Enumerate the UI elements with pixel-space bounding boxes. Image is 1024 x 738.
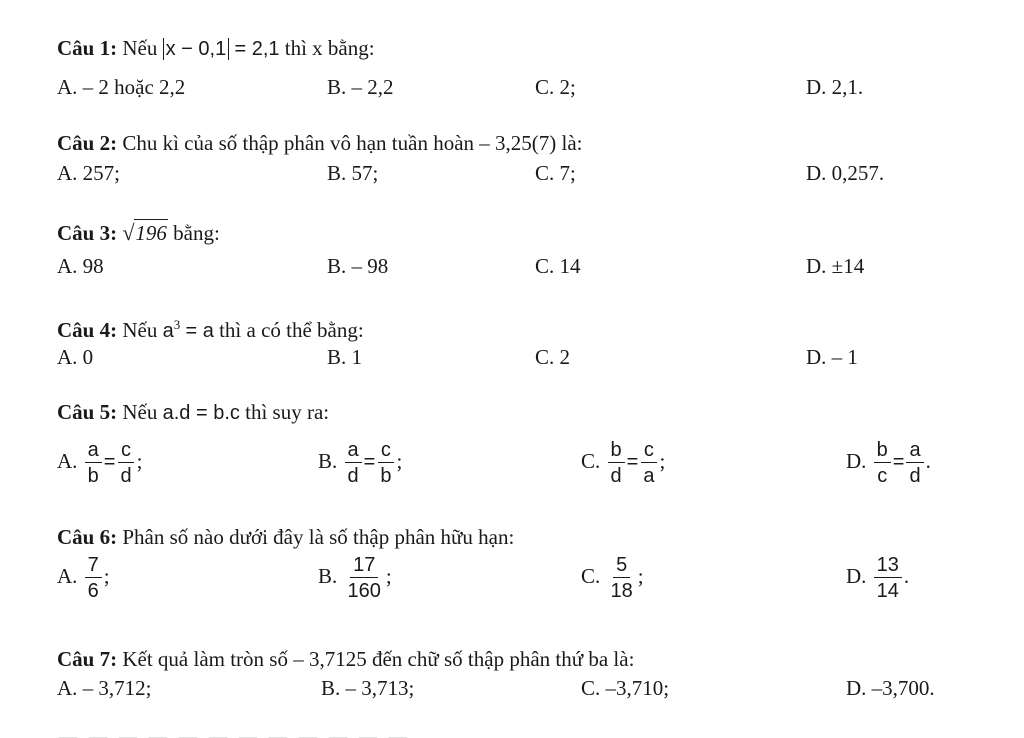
option-d[interactable]: D. ±14	[806, 254, 865, 278]
option-b[interactable]: B. – 98	[327, 254, 389, 278]
equation-rhs: = a	[185, 320, 214, 342]
fraction	[608, 440, 625, 486]
option-b[interactable]: B. 57;	[327, 161, 379, 185]
numerator: c	[118, 440, 134, 463]
option-letter: D.	[846, 563, 867, 588]
sqrt-sign: √	[122, 220, 135, 245]
options-row	[0, 77, 1024, 107]
equals-sign: =	[892, 450, 905, 473]
question-text: thì suy ra:	[245, 400, 330, 424]
denominator: b	[87, 465, 99, 487]
option-d[interactable]: D. –3,700.	[846, 676, 935, 700]
option-end: .	[903, 563, 910, 588]
option-b[interactable]	[318, 555, 392, 601]
option-b[interactable]: B. – 2,2	[327, 75, 394, 99]
question-5	[57, 402, 329, 423]
denominator: 14	[876, 580, 899, 602]
options-row	[0, 440, 1024, 490]
question-1	[57, 38, 375, 59]
option-d[interactable]	[846, 440, 931, 486]
option-c[interactable]: C. –3,710;	[581, 676, 670, 700]
numerator: c	[641, 440, 657, 463]
numerator: b	[874, 440, 891, 463]
question-text: Nếu	[122, 36, 158, 60]
option-c[interactable]: C. 14	[535, 254, 581, 278]
fraction	[640, 440, 657, 486]
option-letter: B.	[318, 448, 338, 473]
option-letter: C.	[581, 563, 601, 588]
option-letter: B.	[318, 563, 338, 588]
equals-sign: =	[363, 450, 376, 473]
power-base: a	[162, 320, 174, 342]
question-6	[57, 527, 514, 548]
option-end: ;	[103, 563, 110, 588]
cropped-top-text	[250, 0, 850, 4]
option-a[interactable]: A. 0	[57, 345, 94, 369]
option-letter: A.	[57, 448, 78, 473]
question-label: Câu 6:	[57, 525, 118, 549]
question-text: Nếu	[122, 400, 158, 424]
denominator: 160	[347, 580, 381, 602]
option-d[interactable]	[846, 555, 909, 601]
question-7	[57, 649, 634, 670]
equals-sign: =	[103, 450, 116, 473]
equation-rhs: = 2,1	[234, 38, 280, 60]
cropped-bottom-text	[57, 728, 437, 738]
option-c[interactable]	[581, 440, 665, 486]
question-3	[57, 222, 220, 244]
option-b[interactable]: B. – 3,713;	[321, 676, 415, 700]
numerator: 7	[85, 555, 102, 578]
fraction	[85, 440, 102, 486]
equation-expression: a.d = b.c	[162, 402, 240, 424]
denominator: a	[643, 465, 655, 487]
options-row	[0, 678, 1024, 708]
fraction	[906, 440, 923, 486]
fraction	[377, 440, 394, 486]
options-row	[0, 256, 1024, 286]
option-d[interactable]: D. 2,1.	[806, 75, 864, 99]
option-a[interactable]: A. – 3,712;	[57, 676, 152, 700]
question-label: Câu 7:	[57, 647, 118, 671]
question-text: bằng:	[173, 221, 220, 245]
denominator: c	[877, 465, 888, 487]
denominator: 6	[87, 580, 99, 602]
denominator: 18	[610, 580, 633, 602]
question-label: Câu 3:	[57, 221, 118, 245]
option-end: ;	[385, 563, 392, 588]
question-text: Phân số nào dưới đây là số thập phân hữu hạn:	[122, 525, 515, 549]
numerator: a	[85, 440, 102, 463]
numerator: 5	[613, 555, 630, 578]
numerator: 17	[350, 555, 378, 578]
fraction	[345, 555, 384, 601]
options-row	[0, 163, 1024, 193]
options-row	[0, 555, 1024, 610]
fraction	[117, 440, 134, 486]
question-label: Câu 4:	[57, 318, 118, 342]
denominator: d	[120, 465, 132, 487]
question-text: thì a có thể bằng:	[219, 318, 364, 342]
option-c[interactable]	[581, 555, 644, 601]
option-b[interactable]: B. 1	[327, 345, 363, 369]
option-end: ;	[637, 563, 644, 588]
option-letter: C.	[581, 448, 601, 473]
question-label: Câu 1:	[57, 36, 118, 60]
sqrt-radicand: 196	[135, 221, 167, 245]
question-text: Chu kì của số thập phân vô hạn tuần hoàn – 3,25(7) là:	[122, 131, 583, 155]
option-letter: A.	[57, 563, 78, 588]
question-text: Nếu	[122, 318, 158, 342]
option-b[interactable]	[318, 440, 402, 486]
denominator: d	[909, 465, 921, 487]
option-a[interactable]: A. 98	[57, 254, 104, 278]
question-label: Câu 5:	[57, 400, 118, 424]
equals-sign: =	[626, 450, 639, 473]
numerator: a	[345, 440, 362, 463]
numerator: a	[906, 440, 923, 463]
question-text: thì x bằng:	[284, 36, 375, 60]
option-c[interactable]: C. 2	[535, 345, 571, 369]
option-a[interactable]: A. 257;	[57, 161, 120, 185]
denominator: d	[347, 465, 359, 487]
fraction	[608, 555, 636, 601]
option-end: ;	[659, 448, 666, 473]
option-d[interactable]: D. 0,257.	[806, 161, 885, 185]
option-end: .	[925, 448, 931, 473]
denominator: b	[380, 465, 392, 487]
option-end: ;	[396, 448, 403, 473]
option-letter: D.	[846, 448, 867, 473]
numerator: b	[608, 440, 625, 463]
numerator: c	[378, 440, 394, 463]
absolute-value-expression: x − 0,1	[163, 38, 230, 60]
fraction	[874, 555, 902, 601]
option-c[interactable]: C. 2;	[535, 75, 576, 99]
denominator: d	[610, 465, 622, 487]
option-d[interactable]: D. – 1	[806, 345, 858, 369]
question-2	[57, 133, 583, 154]
fraction	[85, 555, 102, 601]
options-row	[0, 347, 1024, 377]
power-exponent: 3	[173, 317, 181, 332]
option-a[interactable]	[57, 440, 142, 486]
question-text: Kết quả làm tròn số – 3,7125 đến chữ số thập phân thứ ba là:	[122, 647, 635, 671]
option-c[interactable]: C. 7;	[535, 161, 576, 185]
fraction	[874, 440, 891, 486]
question-4	[57, 318, 364, 341]
fraction	[345, 440, 362, 486]
numerator: 13	[874, 555, 902, 578]
question-label: Câu 2:	[57, 131, 118, 155]
option-a[interactable]	[57, 555, 110, 601]
option-a[interactable]: A. – 2 hoặc 2,2	[57, 75, 186, 99]
option-end: ;	[136, 448, 143, 473]
